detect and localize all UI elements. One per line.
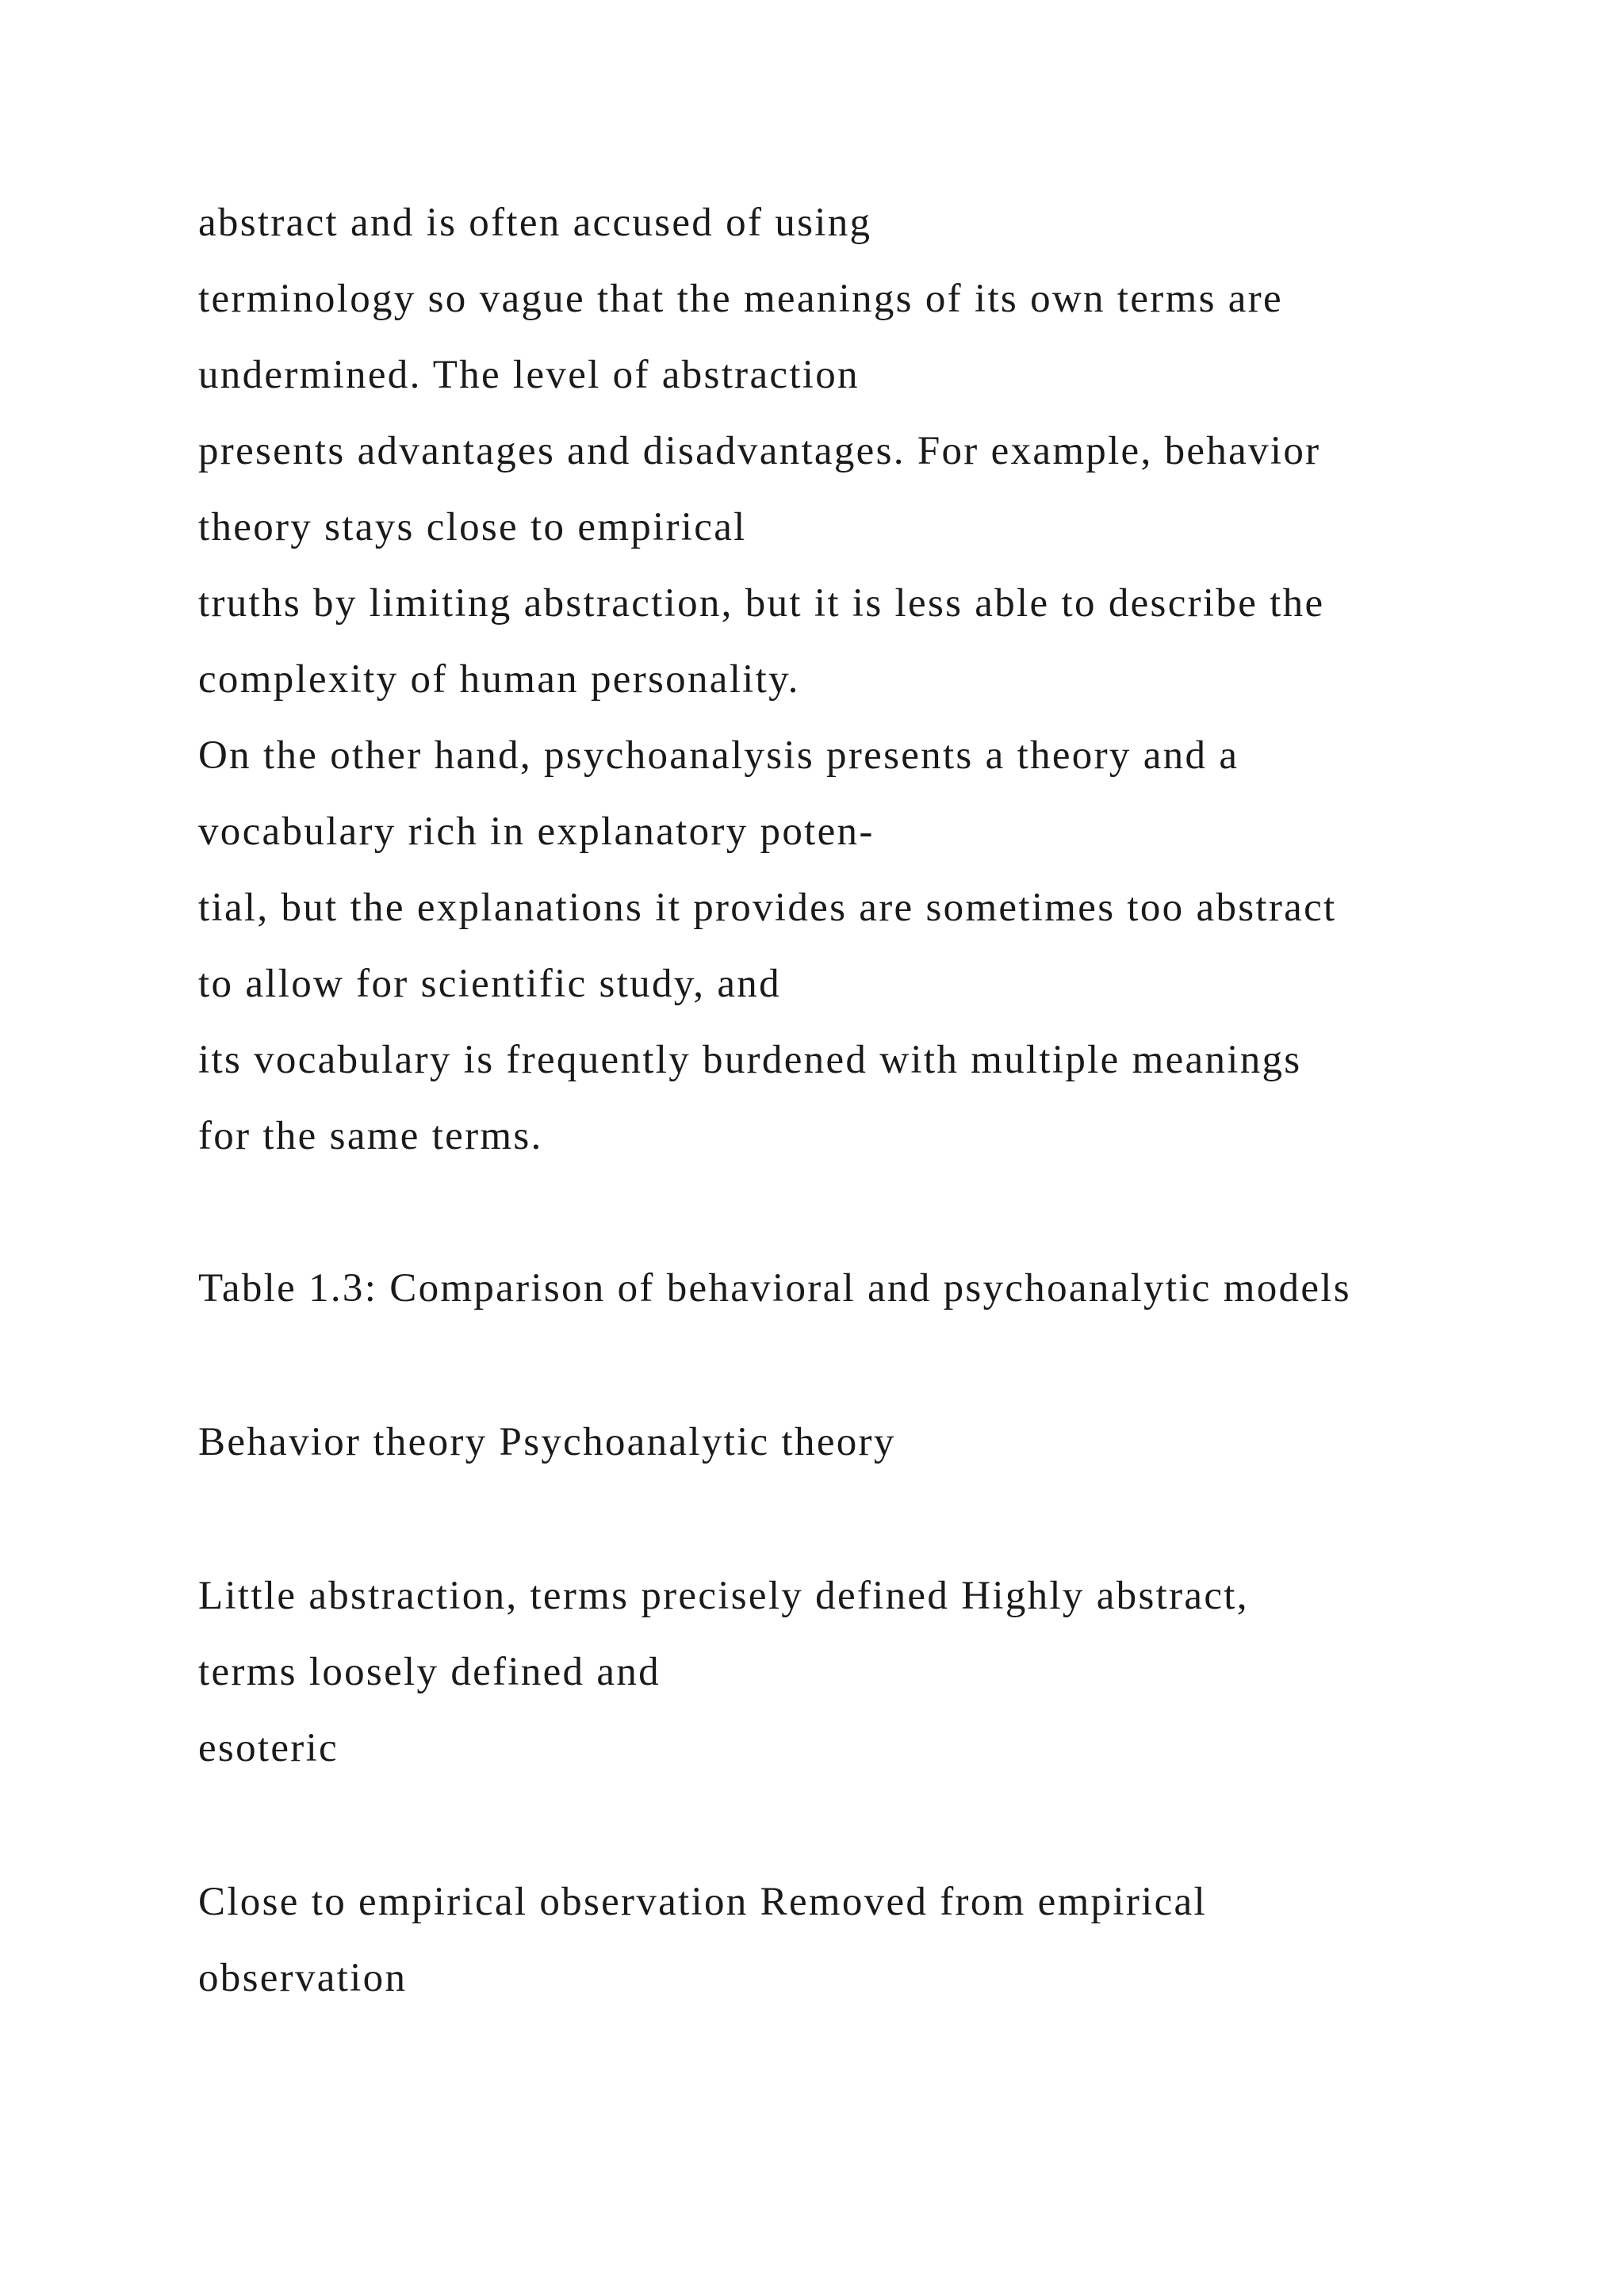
table-row-line: Close to empirical observation Removed from empirical — [198, 1880, 1207, 1924]
paragraph-line: presents advantages and disadvantages. For example, behavior — [198, 429, 1321, 473]
paragraph-line: vocabulary rich in explanatory poten- — [198, 809, 875, 854]
paragraph-line: to allow for scientific study, and — [198, 962, 781, 1006]
paragraph-line: its vocabulary is frequently burdened with multiple meanings — [198, 1038, 1302, 1082]
paragraph-line: tial, but the explanations it provides are sometimes too abstract — [198, 886, 1337, 930]
paragraph-line: truths by limiting abstraction, but it is less able to describe the — [198, 581, 1325, 626]
paragraph-line: terminology so vague that the meanings of its own terms are — [198, 277, 1283, 321]
table-row-line: Little abstraction, terms precisely defined Highly abstract, — [198, 1574, 1249, 1618]
table-row-line: terms loosely defined and — [198, 1650, 661, 1694]
table-caption: Table 1.3: Comparison of behavioral and psychoanalytic models — [198, 1266, 1351, 1311]
table-row-line: esoteric — [198, 1726, 339, 1770]
table-row-line: observation — [198, 1956, 408, 2000]
paragraph-line: abstract and is often accused of using — [198, 201, 872, 245]
paragraph-line: undermined. The level of abstraction — [198, 353, 860, 397]
paragraph-line: theory stays close to empirical — [198, 505, 747, 549]
table-header: Behavior theory Psychoanalytic theory — [198, 1420, 896, 1464]
paragraph-line: for the same terms. — [198, 1114, 543, 1158]
paragraph-line: complexity of human personality. — [198, 657, 800, 702]
paragraph-line: On the other hand, psychoanalysis presents a theory and a — [198, 733, 1239, 778]
